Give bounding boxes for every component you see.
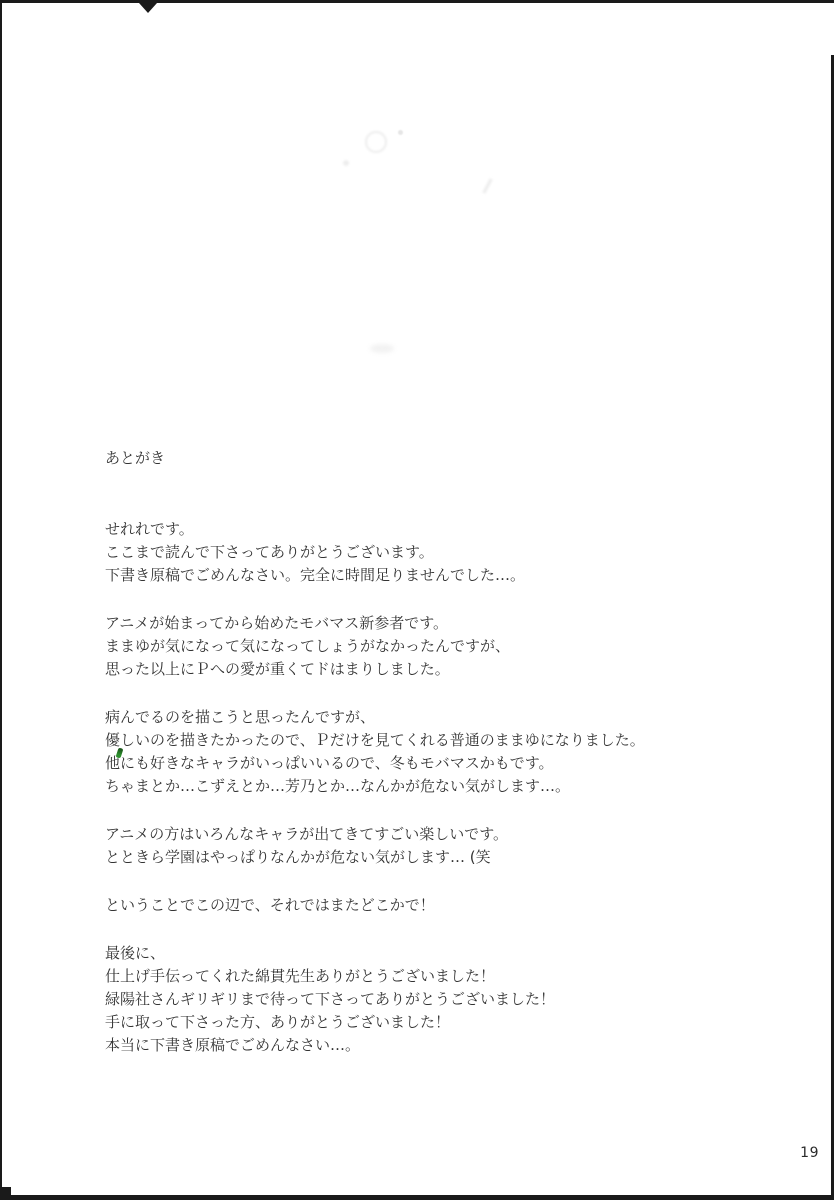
scan-border-bottom — [0, 1195, 834, 1200]
text-line: アニメが始まってから始めたモバマス新参者です。 — [105, 614, 449, 632]
paragraph — [105, 823, 725, 869]
text-line: 緑陽社さんギリギリまで待って下さってありがとうございました！ — [105, 990, 556, 1008]
scan-border-left — [0, 0, 2, 1200]
text-line: 手に取って下さった方、ありがとうございました！ — [105, 1013, 451, 1031]
afterword-section — [105, 447, 725, 1057]
paragraph — [105, 612, 725, 681]
text-line: 仕上げ手伝ってくれた綿貫先生ありがとうございました！ — [105, 967, 496, 985]
text-line: ままゆが気になって気になってしょうがなかったんですが、 — [105, 637, 511, 655]
text-line: 病んでるのを描こうと思ったんですが、 — [105, 708, 376, 726]
paragraph — [105, 518, 725, 587]
text-line: ちゃまとか…こずえとか…芳乃とか…なんかが危ない気がします…。 — [105, 777, 571, 795]
scan-smudge — [343, 160, 349, 166]
text-line: とときら学園はやっぱりなんかが危ない気がします… (笑 — [105, 848, 491, 866]
scan-smudge — [365, 131, 387, 153]
scan-border-top — [0, 0, 834, 3]
text-line: 思った以上にＰへの愛が重くてドはまりしました。 — [105, 660, 450, 678]
paragraph — [105, 894, 725, 917]
scan-notch-artifact — [139, 3, 157, 13]
text-line: 本当に下書き原稿でごめんなさい…。 — [105, 1036, 361, 1054]
paragraph — [105, 706, 725, 798]
text-line: 他にも好きなキャラがいっぱいいるので、冬もモバマスかもです。 — [105, 754, 554, 772]
scan-smudge — [370, 344, 394, 353]
text-line: せれれです。 — [105, 520, 194, 538]
text-line: 下書き原稿でごめんなさい。完全に時間足りませんでした…。 — [105, 566, 526, 584]
scan-smudge — [482, 178, 492, 194]
text-line: ということでこの辺で、それではまたどこかで！ — [105, 896, 435, 914]
scan-corner-artifact — [0, 1187, 11, 1200]
text-line: アニメの方はいろんなキャラが出てきてすごい楽しいです。 — [105, 825, 509, 843]
text-line: 優しいのを描きたかったので、Ｐだけを見てくれる普通のままゆになりました。 — [105, 731, 645, 749]
text-line: 最後に、 — [105, 944, 166, 962]
page-number: 19 — [800, 1145, 819, 1161]
scan-smudge — [398, 130, 403, 135]
afterword-heading: あとがき — [105, 449, 166, 467]
paragraph — [105, 942, 725, 1057]
text-line: ここまで読んで下さってありがとうございます。 — [105, 543, 434, 561]
afterword-body — [105, 518, 725, 1057]
